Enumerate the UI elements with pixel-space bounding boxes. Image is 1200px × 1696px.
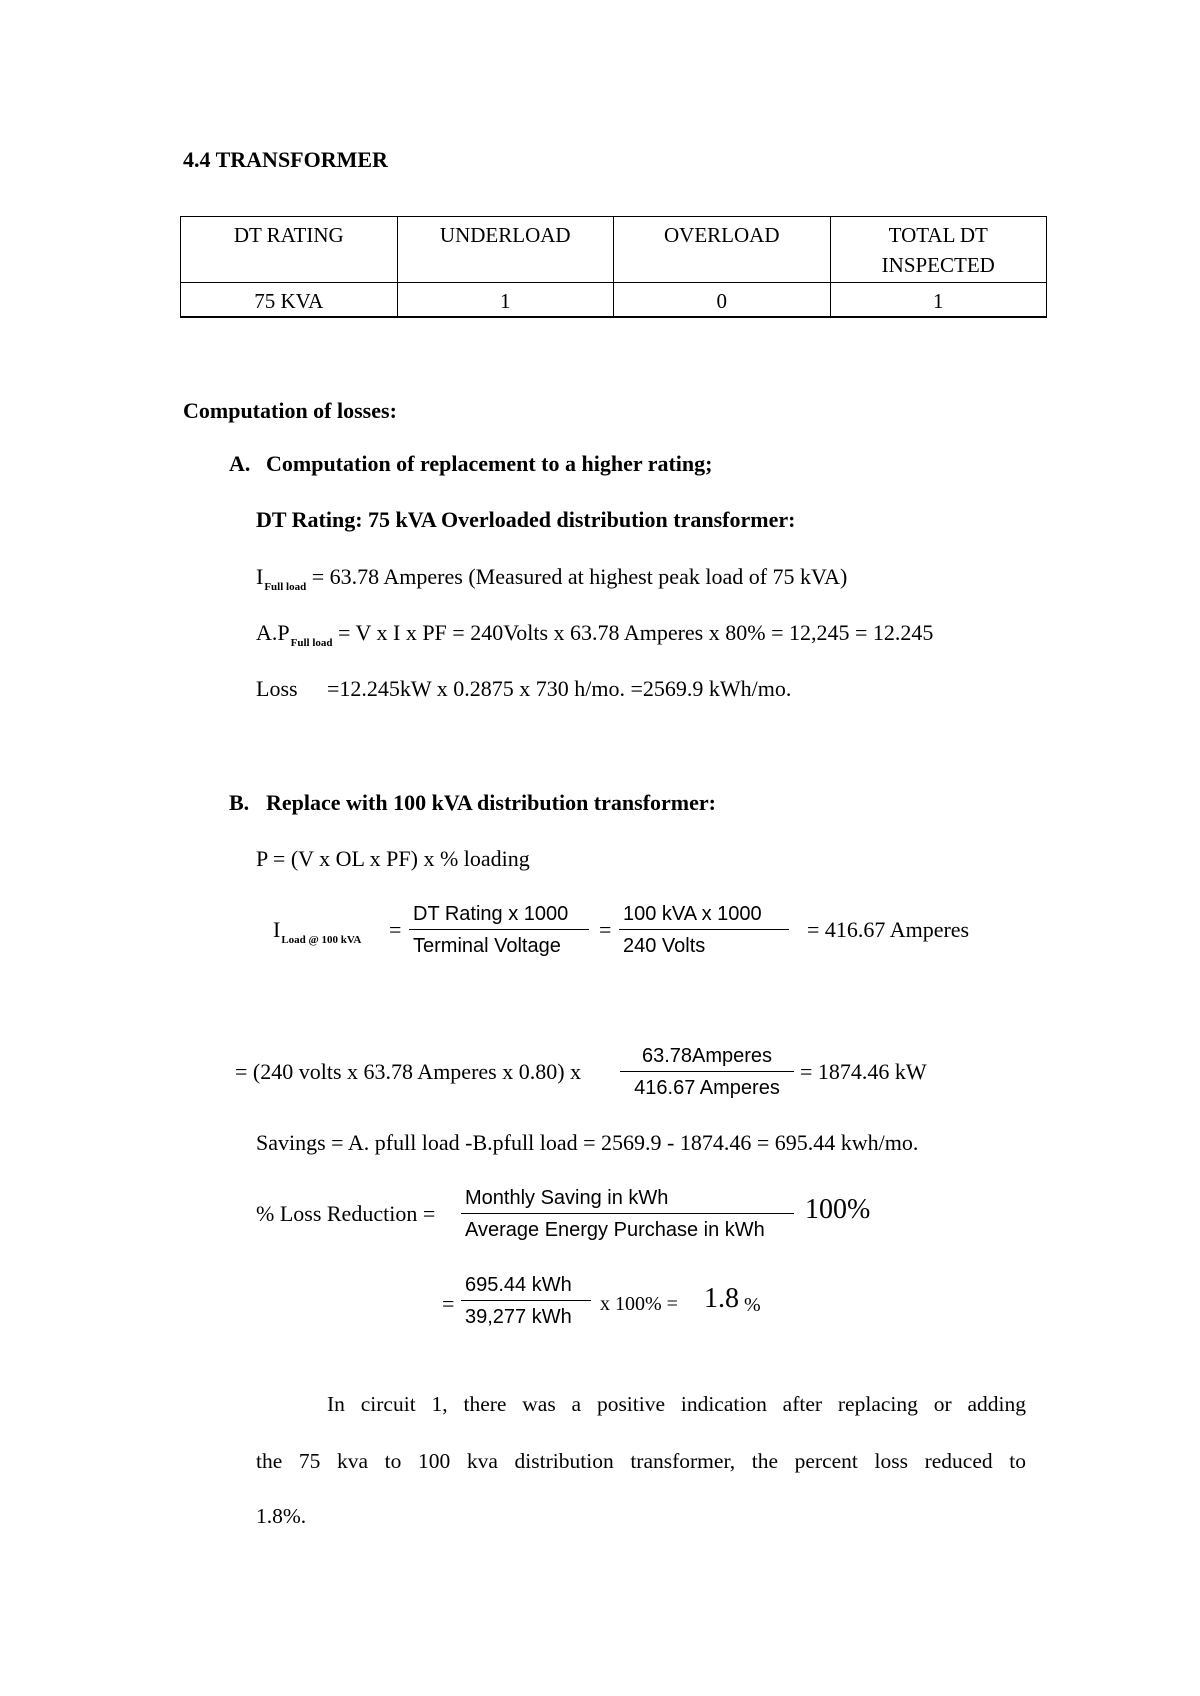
section-heading: 4.4 TRANSFORMER (183, 147, 388, 172)
multiply-text: x 100% = (600, 1293, 678, 1315)
fraction-saving-over-purchase (461, 1183, 794, 1244)
fraction-amperes-ratio (620, 1041, 794, 1102)
table-cell: 1 (397, 283, 614, 318)
transformer-table (180, 216, 1047, 318)
equals-sign: = (442, 1291, 455, 1316)
fraction-kva-over-volts (619, 899, 789, 960)
loss-reduction-label: % Loss Reduction = (256, 1201, 436, 1226)
current-symbol: I (256, 564, 264, 589)
subscript-full-load: Full load (264, 581, 307, 593)
fraction-kwh-ratio (461, 1270, 591, 1331)
i-load-result: = 416.67 Amperes (807, 917, 970, 942)
section-a-title: Computation of replacement to a higher rating; (266, 451, 713, 476)
fraction-denominator: Terminal Voltage (413, 935, 561, 957)
subscript-load-100kva: Load @ 100 kVA (281, 934, 362, 946)
i-load-symbol-group (273, 917, 361, 947)
fraction-numerator: 63.78Amperes (620, 1041, 794, 1072)
equals-sign: = (599, 917, 612, 942)
fraction-numerator: 100 kVA x 1000 (619, 899, 789, 930)
fraction-numerator: DT Rating x 1000 (409, 899, 589, 930)
table-header-cell: TOTAL DT INSPECTED (830, 217, 1047, 283)
table-header-cell: UNDERLOAD (397, 217, 614, 283)
power-prefix: = (240 volts x 63.78 Amperes x 0.80) x (235, 1059, 582, 1084)
computation-title: Computation of losses: (183, 398, 397, 423)
loss-text: =12.245kW x 0.2875 x 730 h/mo. =2569.9 kWh/mo. (327, 676, 792, 701)
percent-unit: % (744, 1294, 761, 1316)
section-b-title: Replace with 100 kVA distribution transformer: (266, 790, 716, 815)
loss-label: Loss (256, 676, 298, 701)
conclusion-line: 1.8%. (256, 1504, 307, 1528)
conclusion-line: the 75 kva to 100 kva distribution transformer, the percent loss reduced to (256, 1449, 1026, 1473)
table-header-cell: OVERLOAD (614, 217, 831, 283)
power-symbol: A.P (256, 620, 290, 645)
power-formula: P = (V x OL x PF) x % loading (256, 846, 530, 871)
dt-rating-line: DT Rating: 75 kVA Overloaded distribution transformer: (256, 507, 796, 532)
table-cell: 1 (830, 283, 1047, 318)
i-full-load-text: = 63.78 Amperes (Measured at highest peak load of 75 kVA) (311, 564, 848, 589)
fraction-numerator: 695.44 kWh (461, 1270, 591, 1301)
fraction-denominator: 416.67 Amperes (634, 1077, 780, 1099)
conclusion-line: In circuit 1, there was a positive indication after replacing or adding (327, 1392, 1026, 1416)
power-result: = 1874.46 kW (800, 1059, 927, 1084)
i-full-load-line (256, 564, 847, 594)
equals-sign: = (389, 917, 402, 942)
loss-reduction-value: 1.8 (704, 1283, 739, 1314)
subscript-full-load: Full load (290, 637, 333, 649)
table-cell: 75 KVA (181, 283, 398, 318)
ap-full-load-text: = V x I x PF = 240Volts x 63.78 Amperes x 80% = 12,245 = 12.245 (338, 620, 934, 645)
section-a-marker: A. (229, 451, 251, 476)
fraction-numerator: Monthly Saving in kWh (461, 1183, 794, 1214)
percent-factor: 100% (805, 1194, 871, 1225)
savings-line: Savings = A. pfull load -B.pfull load = 2569.9 - 1874.46 = 695.44 kwh/mo. (256, 1130, 919, 1155)
fraction-denominator: 240 Volts (623, 935, 706, 957)
table-row (181, 283, 1047, 318)
table-header-row (181, 217, 1047, 283)
ap-full-load-line (256, 620, 933, 650)
current-symbol: I (273, 917, 281, 942)
table-header-cell: DT RATING (181, 217, 398, 283)
fraction-denominator: 39,277 kWh (465, 1306, 572, 1328)
fraction-dt-rating-over-voltage (409, 899, 589, 960)
section-b-marker: B. (229, 790, 250, 815)
fraction-denominator: Average Energy Purchase in kWh (465, 1219, 765, 1241)
table-cell: 0 (614, 283, 831, 318)
